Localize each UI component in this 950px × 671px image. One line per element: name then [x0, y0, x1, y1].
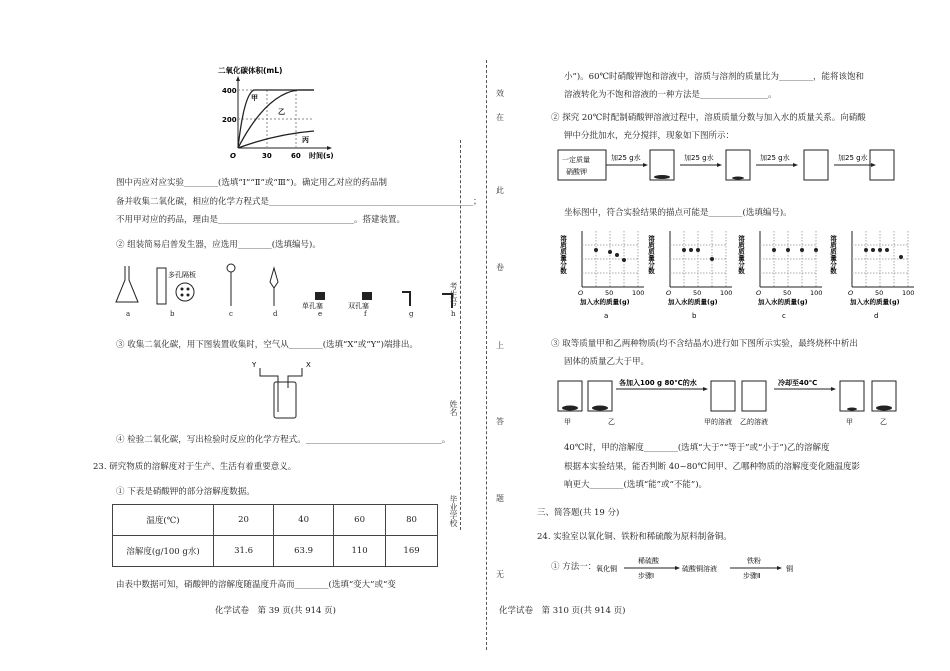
svg-text:50: 50 [605, 289, 614, 297]
box-label-line1: 一定质量 [562, 156, 590, 164]
graph-title: 二氧化碳体积(mL) [218, 66, 283, 75]
q24-title: 24. 实验室以氧化铜、铁粉和稀硫酸为原料制备铜。 [537, 532, 732, 542]
table-cell: 80 [386, 505, 438, 536]
binding-line-left [460, 140, 461, 530]
svg-text:100: 100 [810, 289, 823, 297]
margin-char: 卷 [496, 263, 504, 272]
q23-3-line3: 40℃时，甲的溶解度________(选填“大于”“等于”或“小于”)乙的溶解度 [564, 443, 830, 453]
q23-2-question: 坐标图中，符合实验结果的描点可能是________(选填编号)。 [564, 208, 792, 218]
water-step-3: 加25 g水 [760, 154, 790, 162]
q22-3: ③ 收集二氧化碳，用下图装置收集时，空气从________(选填“X”或“Y”)端排出。 [116, 340, 418, 350]
q22-4: ④ 检验二氧化碳，写出检验时反应的化学方程式。________________________________。 [116, 435, 451, 445]
margin-char: 此 [496, 186, 504, 195]
label-b: b [170, 310, 175, 318]
y-tick-400: 400 [222, 87, 237, 95]
svg-text:O: O [666, 289, 672, 297]
svg-text:加入水的质量(g): 加入水的质量(g) [580, 298, 630, 306]
svg-text:加入水的质量(g): 加入水的质量(g) [668, 298, 718, 306]
table-cell: 60 [334, 505, 386, 536]
flow-step1: 步骤Ⅰ [638, 572, 655, 580]
water-step-4: 加25 g水 [838, 154, 868, 162]
y-tick-200: 200 [222, 116, 237, 124]
table-cell: 20 [214, 505, 274, 536]
flow-cuso4: 硫酸铜溶液 [682, 565, 717, 573]
margin-char: 在 [496, 113, 504, 122]
water-step-1: 加25 g水 [611, 154, 641, 162]
water-step-2: 加25 g水 [684, 154, 714, 162]
right-page-footer: 化学试卷 第 310 页(共 914 页) [499, 606, 626, 616]
svg-text:a: a [604, 312, 609, 320]
svg-text:50: 50 [693, 289, 702, 297]
flow-cuo: 氧化铜 [596, 565, 617, 573]
svg-text:100: 100 [632, 289, 645, 297]
q23-1-cont-line1: 小”)。60℃时硝酸钾饱和溶液中，溶质与溶剂的质量比为________，能将该饱和 [564, 72, 864, 82]
q23-1-cont-line2: 溶液转化为不饱和溶液的一种方法是________________。 [564, 90, 777, 100]
table-cell: 110 [334, 536, 386, 567]
q23-title: 23. 研究物质的溶解度对于生产、生活有着重要意义。 [93, 462, 297, 472]
cooling-experiment [556, 375, 916, 430]
x-tick-30: 30 [262, 152, 272, 160]
left-page-footer: 化学试卷 第 39 页(共 914 页) [215, 606, 336, 616]
flow-cu: 铜 [786, 565, 793, 573]
label-yi: 乙 [278, 108, 285, 116]
candidate-number-label: 考生号 [449, 282, 458, 306]
solubility-table [112, 504, 438, 567]
label-h: h [451, 310, 456, 318]
svg-text:O: O [848, 289, 854, 297]
step-cool: 冷却至40℃ [778, 379, 818, 387]
margin-char: 效 [496, 89, 504, 98]
svg-text:加入水的质量(g): 加入水的质量(g) [758, 298, 808, 306]
graph-d [829, 231, 914, 320]
apparatus-figure [110, 262, 470, 320]
label-jia: 甲 [251, 94, 258, 102]
double-stopper-label: 双孔塞 [348, 302, 369, 310]
graph-b [647, 231, 732, 320]
jia-solution-label: 甲的溶液 [704, 418, 732, 426]
graph-c [737, 231, 822, 320]
svg-text:50: 50 [875, 289, 884, 297]
flow-acid: 稀硫酸 [638, 557, 659, 565]
q23-2-line1: ② 探究 20℃时配制硝酸钾溶液过程中，溶质质量分数与加入水的质量关系。向硝酸 [551, 113, 866, 123]
svg-text:溶质质量分数: 溶质质量分数 [647, 235, 655, 274]
perforated-plate-label: 多孔隔板 [168, 271, 196, 279]
table-cell: 169 [386, 536, 438, 567]
flow-step2: 步骤Ⅱ [743, 572, 761, 580]
dissolution-sequence [556, 146, 896, 188]
origin-label: O [230, 152, 236, 160]
q23-2-line2: 钾中分批加水，充分搅拌，现象如下图所示： [564, 131, 735, 141]
label-d: d [273, 310, 278, 318]
label-bing: 丙 [302, 136, 309, 144]
margin-char: 无 [496, 570, 504, 579]
section-3-title: 三、简答题(共 19 分) [537, 508, 620, 518]
table-cell: 40 [274, 505, 334, 536]
q23-1-conclusion: 由表中数据可知，硝酸钾的溶解度随温度升高而________(选填“变大”或“变 [116, 580, 396, 590]
svg-text:b: b [692, 312, 697, 320]
x-tick-60: 60 [291, 152, 301, 160]
method-flow [594, 552, 814, 582]
beaker-label-yi: 乙 [608, 418, 615, 426]
table-cell: 溶解度(g/100 g水) [113, 536, 214, 567]
margin-char: 答 [496, 417, 504, 426]
q22-1-line3: 不用甲对应的药品，理由是________________________________。搭建装置。 [116, 215, 406, 225]
svg-text:c: c [782, 312, 786, 320]
binding-line-mid [486, 60, 487, 650]
table-row [113, 505, 438, 536]
table-row [113, 536, 438, 567]
margin-char: 题 [496, 494, 504, 503]
label-c: c [229, 310, 233, 318]
svg-text:50: 50 [783, 289, 792, 297]
q23-3-line1: ③ 取等质量甲和乙两种物质(均不含结晶水)进行如下图所示实验，最终烧杯中析出 [551, 339, 858, 349]
name-label: 姓名 [449, 400, 458, 416]
svg-text:溶质质量分数: 溶质质量分数 [559, 235, 567, 274]
table-cell: 温度(℃) [113, 505, 214, 536]
gas-collection-bottle [250, 358, 330, 420]
svg-text:加入水的质量(g): 加入水的质量(g) [850, 298, 900, 306]
svg-text:100: 100 [720, 289, 733, 297]
q23-1: ① 下表是硝酸钾的部分溶解度数据。 [116, 487, 255, 497]
final-label-jia: 甲 [846, 418, 853, 426]
margin-char: 上 [496, 341, 504, 350]
flow-fe: 铁粉 [747, 557, 761, 565]
graph-a [559, 231, 644, 320]
svg-text:d: d [874, 312, 879, 320]
label-g: g [409, 310, 414, 318]
table-cell: 31.6 [214, 536, 274, 567]
label-f: f [364, 310, 367, 318]
label-a: a [126, 310, 131, 318]
school-label: 毕业学校 [449, 495, 458, 527]
svg-text:溶质质量分数: 溶质质量分数 [829, 235, 837, 274]
svg-text:O: O [756, 289, 762, 297]
box-label-line2: 硝酸钾 [566, 168, 587, 176]
step-add-water: 各加入100 g 80℃的水 [619, 379, 697, 387]
single-stopper-label: 单孔塞 [302, 302, 323, 310]
q22-1-line2: 备并收集二氧化碳，相应的化学方程式是________________________________________________； [116, 197, 482, 207]
final-label-yi: 乙 [880, 418, 887, 426]
svg-text:O: O [578, 289, 584, 297]
yi-solution-label: 乙的溶液 [740, 418, 768, 426]
svg-text:100: 100 [902, 289, 915, 297]
end-x-label: X [306, 361, 311, 369]
label-e: e [318, 310, 323, 318]
x-axis-label: 时间(s) [309, 152, 334, 160]
q22-1-line1: 图中丙应对应实验________(选填“Ⅰ”“Ⅱ”或“Ⅲ”)。确定用乙对应的药品制 [116, 178, 388, 188]
q23-3-line4: 根据本实验结果，能否判断 40~80℃间甲、乙哪种物质的溶解度变化随温度影 [564, 462, 860, 472]
method-label: ① 方法一： [551, 562, 597, 572]
table-cell: 63.9 [274, 536, 334, 567]
q23-3-line2: 固体的质量乙大于甲。 [564, 357, 650, 367]
co2-volume-graph [206, 64, 346, 164]
q22-2: ② 组装简易启普发生器，应选用________(选填编号)。 [116, 240, 321, 250]
beaker-label-jia: 甲 [564, 418, 571, 426]
end-y-label: Y [252, 361, 257, 369]
mass-fraction-graphs [560, 225, 920, 320]
method-one [551, 560, 596, 572]
q23-3-line5: 响更大________(选填“能”或“不能”)。 [564, 480, 708, 490]
svg-text:溶质质量分数: 溶质质量分数 [737, 235, 745, 274]
